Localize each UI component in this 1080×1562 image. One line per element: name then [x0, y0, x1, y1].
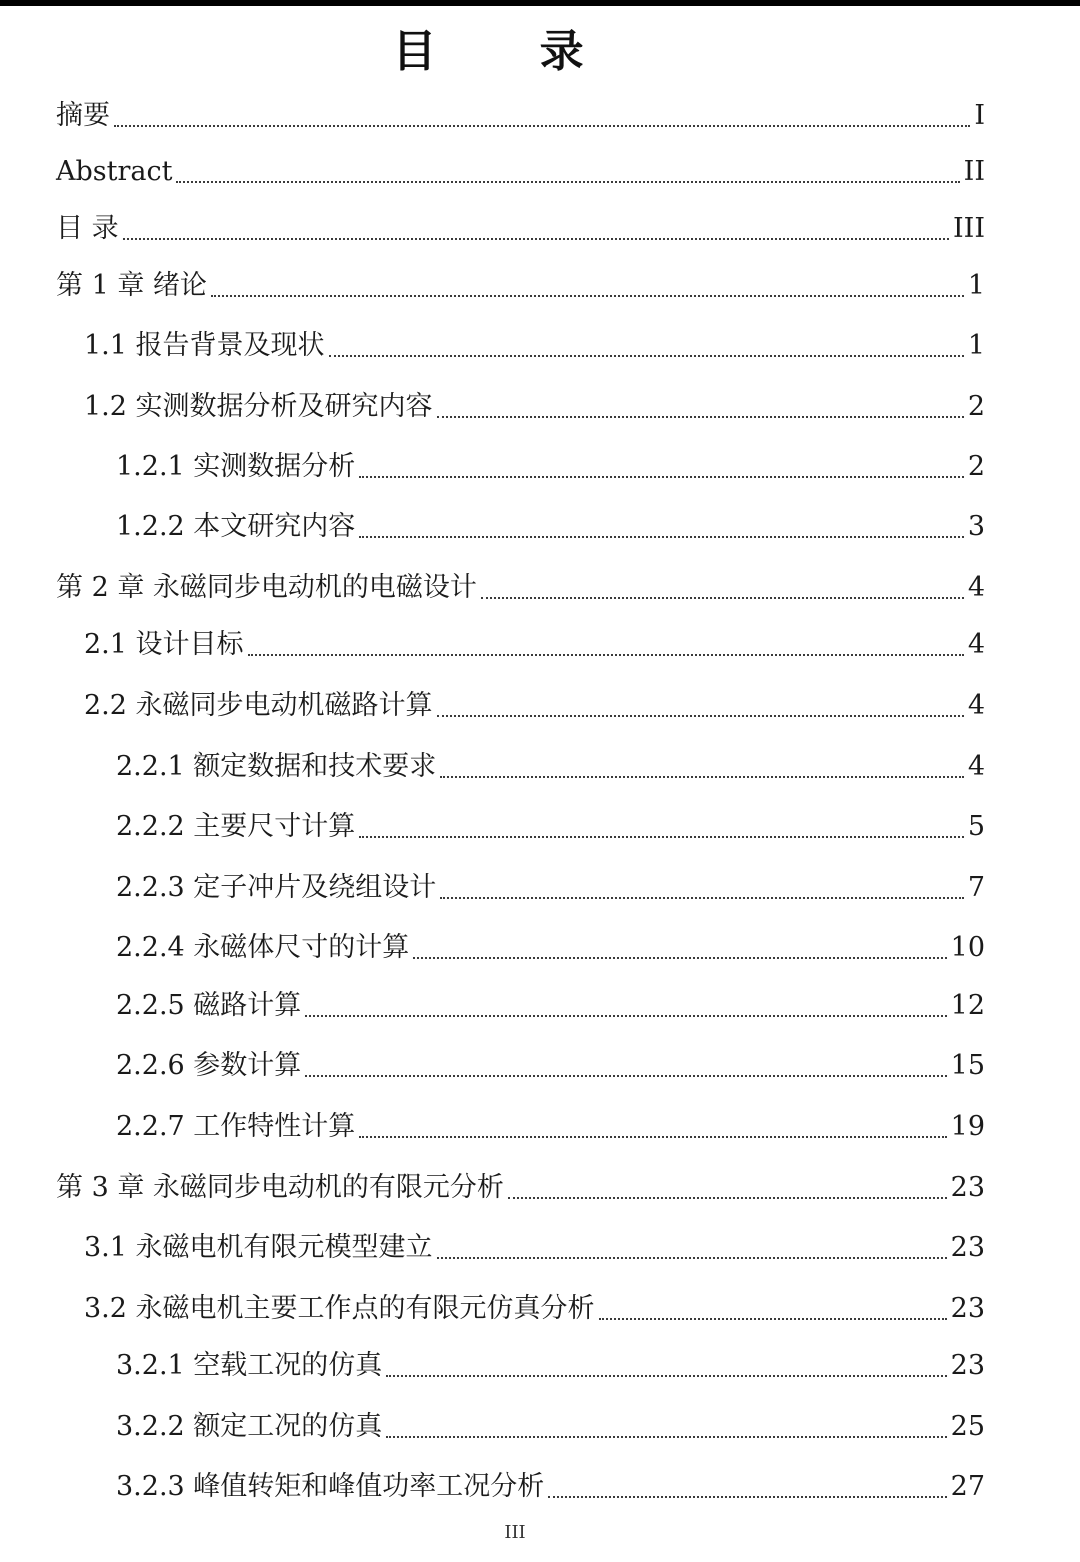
toc-entry[interactable]	[0, 1046, 1080, 1086]
toc-entry-label: 1.1 报告背景及现状	[84, 330, 325, 361]
toc-entry-label: 2.2.6 参数计算	[116, 1050, 302, 1081]
toc-entry-label: 3.2.3 峰值转矩和峰值功率工况分析	[116, 1471, 545, 1502]
toc-entry-label: 第 3 章 永磁同步电动机的有限元分析	[56, 1172, 504, 1203]
toc-entry-page: 4	[967, 690, 985, 721]
toc-entry-label: 第 1 章 绪论	[56, 270, 207, 301]
dot-leader	[305, 1015, 946, 1017]
toc-entry-page: 1	[967, 270, 985, 301]
toc-entry-label: 目 录	[56, 213, 119, 244]
page-number: III	[504, 1522, 526, 1543]
toc-entry[interactable]	[0, 1346, 1080, 1386]
dot-leader	[359, 536, 964, 538]
toc-entry-page: II	[963, 156, 985, 187]
toc-entry[interactable]	[0, 747, 1080, 787]
toc-entry[interactable]	[0, 1289, 1080, 1329]
toc-entry[interactable]	[0, 1107, 1080, 1147]
toc-entry[interactable]	[0, 986, 1080, 1026]
dot-leader	[437, 416, 964, 418]
toc-entry-page: 4	[967, 629, 985, 660]
toc-entry-label: 3.1 永磁电机有限元模型建立	[84, 1232, 433, 1263]
toc-entry-page: 23	[950, 1232, 985, 1263]
toc-title: 目 录	[392, 26, 628, 77]
toc-entry-page: 5	[967, 811, 985, 842]
dot-leader	[440, 776, 964, 778]
dot-leader	[248, 654, 964, 656]
toc-entry-page: I	[974, 100, 985, 131]
toc-entry-page: 15	[950, 1050, 985, 1081]
toc-entry[interactable]	[0, 928, 1080, 968]
toc-entry-page: 7	[967, 872, 985, 903]
toc-entry-page: 1	[967, 330, 985, 361]
toc-entry-label: Abstract	[56, 156, 173, 187]
dot-leader	[386, 1375, 946, 1377]
toc-entry-page: 23	[950, 1350, 985, 1381]
toc-entry[interactable]	[0, 326, 1080, 366]
dot-leader	[211, 295, 964, 297]
toc-entry[interactable]	[0, 625, 1080, 665]
dot-leader	[114, 125, 970, 127]
dot-leader	[508, 1197, 947, 1199]
dot-leader	[437, 1257, 947, 1259]
dot-leader	[386, 1436, 946, 1438]
toc-entry-page: 3	[967, 511, 985, 542]
toc-entry[interactable]	[0, 387, 1080, 427]
dot-leader	[123, 238, 949, 240]
dot-leader	[359, 476, 964, 478]
toc-entry-label: 2.2.3 定子冲片及绕组设计	[116, 872, 437, 903]
toc-entry[interactable]	[0, 868, 1080, 908]
toc-entry[interactable]	[0, 1407, 1080, 1447]
toc-entry-page: 2	[967, 451, 985, 482]
dot-leader	[440, 897, 964, 899]
dot-leader	[548, 1496, 946, 1498]
toc-entry[interactable]	[0, 447, 1080, 487]
toc-entry-page: 2	[967, 391, 985, 422]
dot-leader	[329, 355, 964, 357]
toc-entry-label: 摘要	[56, 100, 110, 131]
toc-entry-label: 2.2 永磁同步电动机磁路计算	[84, 690, 433, 721]
dot-leader	[305, 1075, 946, 1077]
dot-leader	[413, 957, 946, 959]
toc-entry-page: 27	[950, 1471, 985, 1502]
dot-leader	[359, 836, 964, 838]
dot-leader	[437, 715, 964, 717]
toc-entry-label: 3.2 永磁电机主要工作点的有限元仿真分析	[84, 1293, 595, 1324]
toc-entry[interactable]	[0, 568, 1080, 608]
toc-entry-page: 4	[967, 751, 985, 782]
toc-entry-label: 1.2 实测数据分析及研究内容	[84, 391, 433, 422]
toc-entry-label: 1.2.1 实测数据分析	[116, 451, 356, 482]
toc-entry-label: 第 2 章 永磁同步电动机的电磁设计	[56, 572, 477, 603]
toc-entry[interactable]	[0, 209, 1080, 249]
toc-entry-label: 1.2.2 本文研究内容	[116, 511, 356, 542]
toc-entry-page: 23	[950, 1293, 985, 1324]
toc-entry-page: 19	[950, 1111, 985, 1142]
toc-entry-page: 25	[950, 1411, 985, 1442]
toc-entry-label: 2.2.7 工作特性计算	[116, 1111, 356, 1142]
toc-entry[interactable]	[0, 1228, 1080, 1268]
toc-entry-label: 3.2.1 空载工况的仿真	[116, 1350, 383, 1381]
toc-entry[interactable]	[0, 1467, 1080, 1507]
toc-entry[interactable]	[0, 96, 1080, 136]
toc-entry[interactable]	[0, 507, 1080, 547]
toc-entry[interactable]	[0, 266, 1080, 306]
toc-entry[interactable]	[0, 1168, 1080, 1208]
toc-entry-label: 2.1 设计目标	[84, 629, 244, 660]
toc-entry[interactable]	[0, 686, 1080, 726]
toc-entry-label: 2.2.4 永磁体尺寸的计算	[116, 932, 410, 963]
toc-entry[interactable]	[0, 152, 1080, 192]
toc-entry-label: 3.2.2 额定工况的仿真	[116, 1411, 383, 1442]
dot-leader	[359, 1136, 946, 1138]
toc-entry-label: 2.2.5 磁路计算	[116, 990, 302, 1021]
toc-entry-page: 10	[950, 932, 985, 963]
dot-leader	[599, 1318, 947, 1320]
toc-entry-page: 4	[967, 572, 985, 603]
dot-leader	[176, 181, 959, 183]
toc-entry-label: 2.2.2 主要尺寸计算	[116, 811, 356, 842]
toc-entry-page: 12	[950, 990, 985, 1021]
toc-entry-label: 2.2.1 额定数据和技术要求	[116, 751, 437, 782]
dot-leader	[481, 597, 964, 599]
toc-entry-page: 23	[950, 1172, 985, 1203]
toc-entry[interactable]	[0, 807, 1080, 847]
toc-entry-page: III	[953, 213, 985, 244]
document-page	[0, 6, 1080, 1562]
